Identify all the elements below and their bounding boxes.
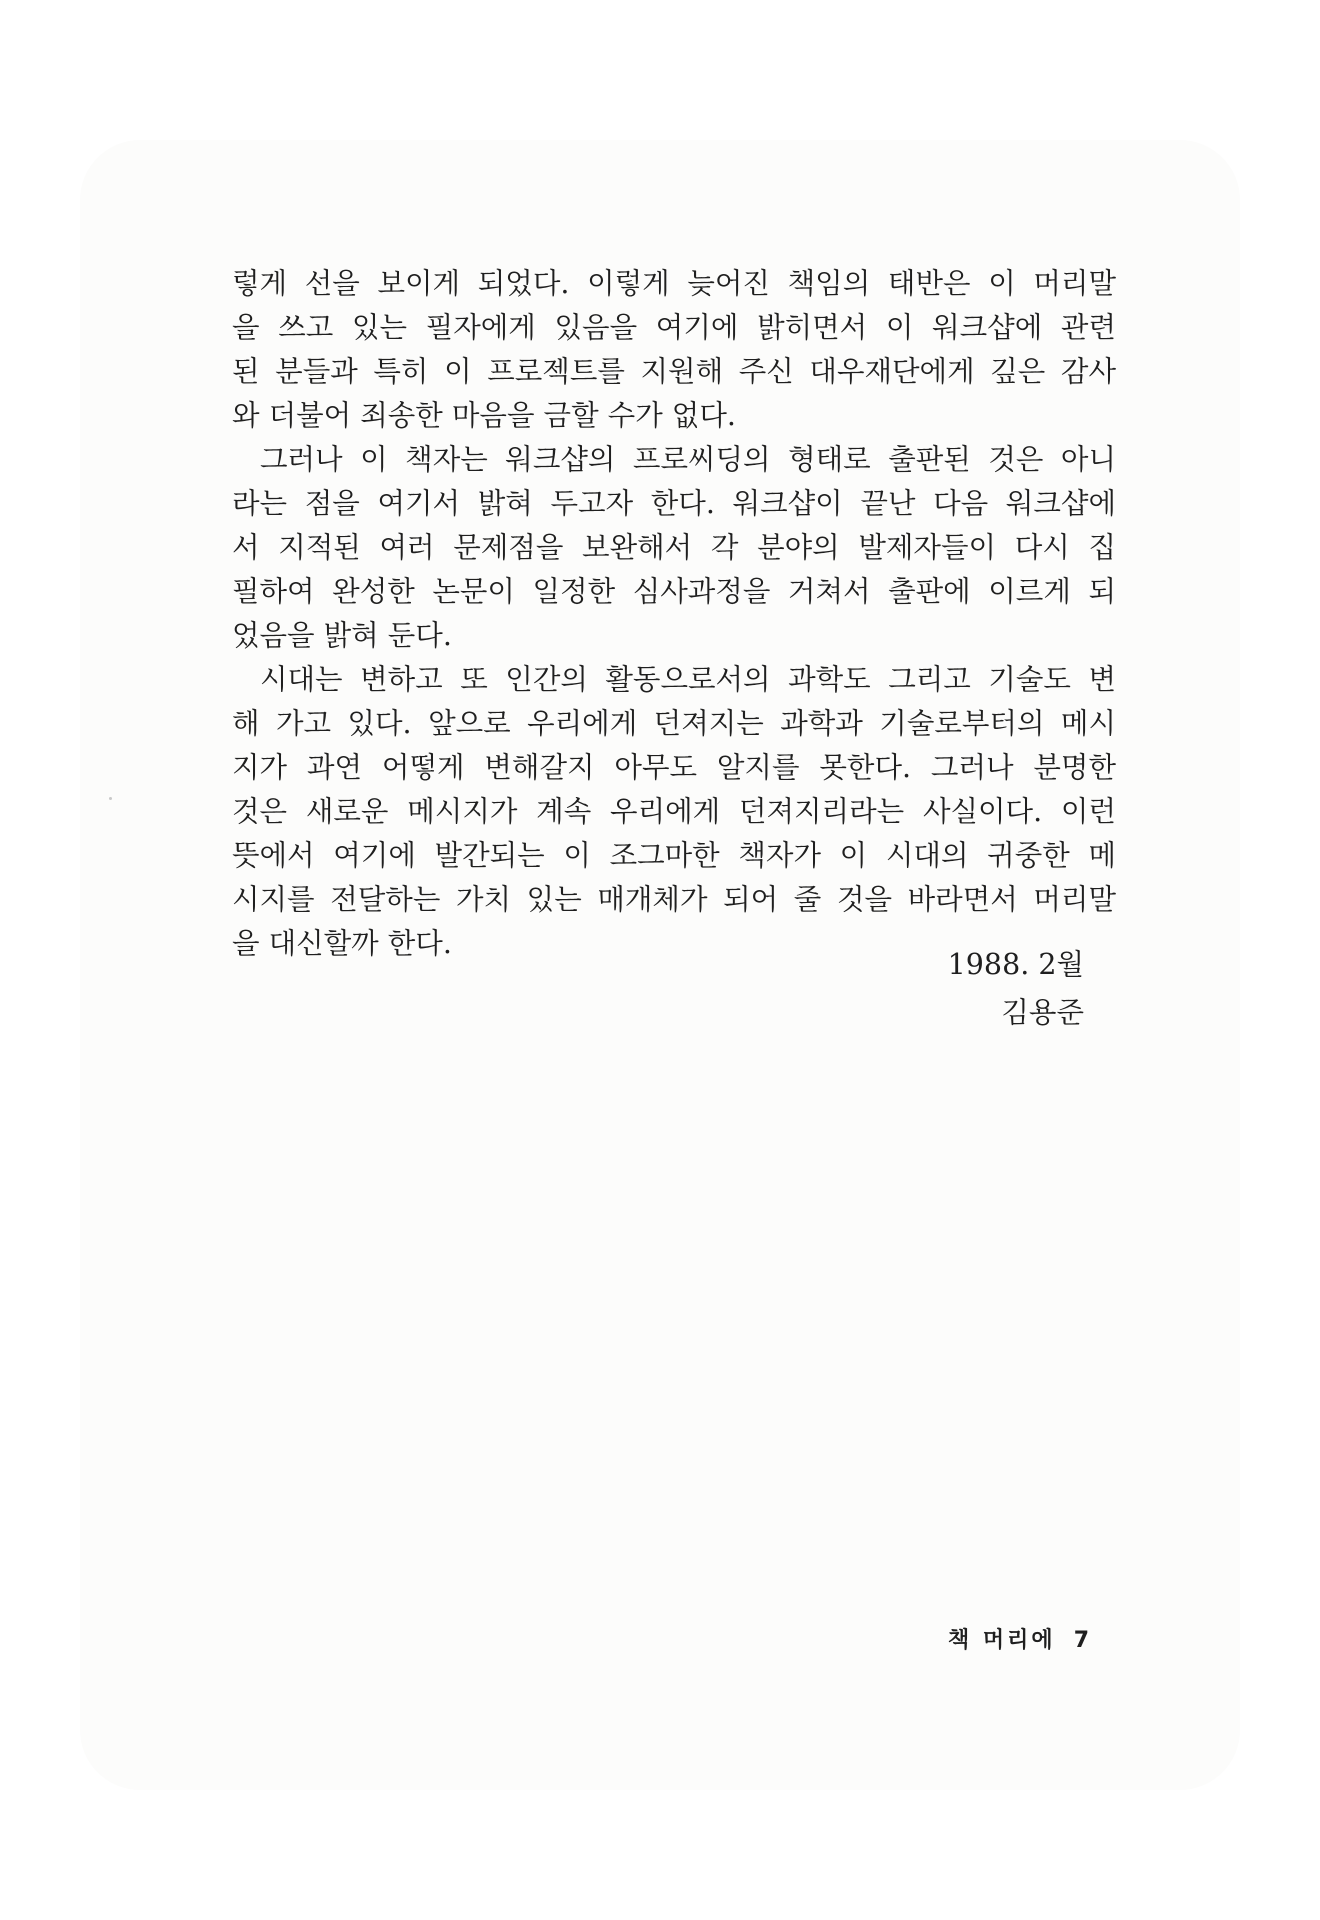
running-title: 책 머리에 — [948, 1628, 1056, 1653]
text-line: 을 대신할까 한다. — [232, 927, 452, 960]
text-line: 었음을 밝혀 둔다. — [232, 619, 452, 652]
text-line: 시지를 전달하는 가치 있는 매개체가 되어 줄 것을 바라면서 머리말 — [232, 883, 1116, 916]
text-line: 서 지적된 여러 문제점을 보완해서 각 분야의 발제자들이 다시 집 — [232, 531, 1116, 564]
text-line: 렇게 선을 보이게 되었다. 이렇게 늦어진 책임의 태반은 이 머리말 — [232, 267, 1116, 300]
text-line: 것은 새로운 메시지가 계속 우리에게 던져지리라는 사실이다. 이런 — [232, 795, 1116, 828]
text-line: 그러나 이 책자는 워크샵의 프로씨딩의 형태로 출판된 것은 아니 — [260, 443, 1116, 476]
page-footer — [948, 1623, 1092, 1654]
signature-date: 1988. 2월 — [947, 948, 1084, 981]
page-number: 7 — [1073, 1628, 1092, 1653]
signature-author: 김용준 — [1001, 996, 1084, 1029]
text-line: 와 더불어 죄송한 마음을 금할 수가 없다. — [232, 399, 736, 432]
text-line: 을 쓰고 있는 필자에게 있음을 여기에 밝히면서 이 워크샵에 관련 — [232, 311, 1116, 344]
paper-speck — [109, 797, 112, 800]
text-line: 지가 과연 어떻게 변해갈지 아무도 알지를 못한다. 그러나 분명한 — [232, 751, 1116, 784]
text-line: 뜻에서 여기에 발간되는 이 조그마한 책자가 이 시대의 귀중한 메 — [232, 839, 1116, 872]
preface-body — [232, 262, 1116, 966]
text-line: 필하여 완성한 논문이 일정한 심사과정을 거쳐서 출판에 이르게 되 — [232, 575, 1116, 608]
text-line: 된 분들과 특히 이 프로젝트를 지원해 주신 대우재단에게 깊은 감사 — [232, 355, 1116, 388]
text-line: 라는 점을 여기서 밝혀 두고자 한다. 워크샵이 끝난 다음 워크샵에 — [232, 487, 1116, 520]
text-line: 시대는 변하고 또 인간의 활동으로서의 과학도 그리고 기술도 변 — [260, 663, 1116, 696]
text-line: 해 가고 있다. 앞으로 우리에게 던져지는 과학과 기술로부터의 메시 — [232, 707, 1116, 740]
